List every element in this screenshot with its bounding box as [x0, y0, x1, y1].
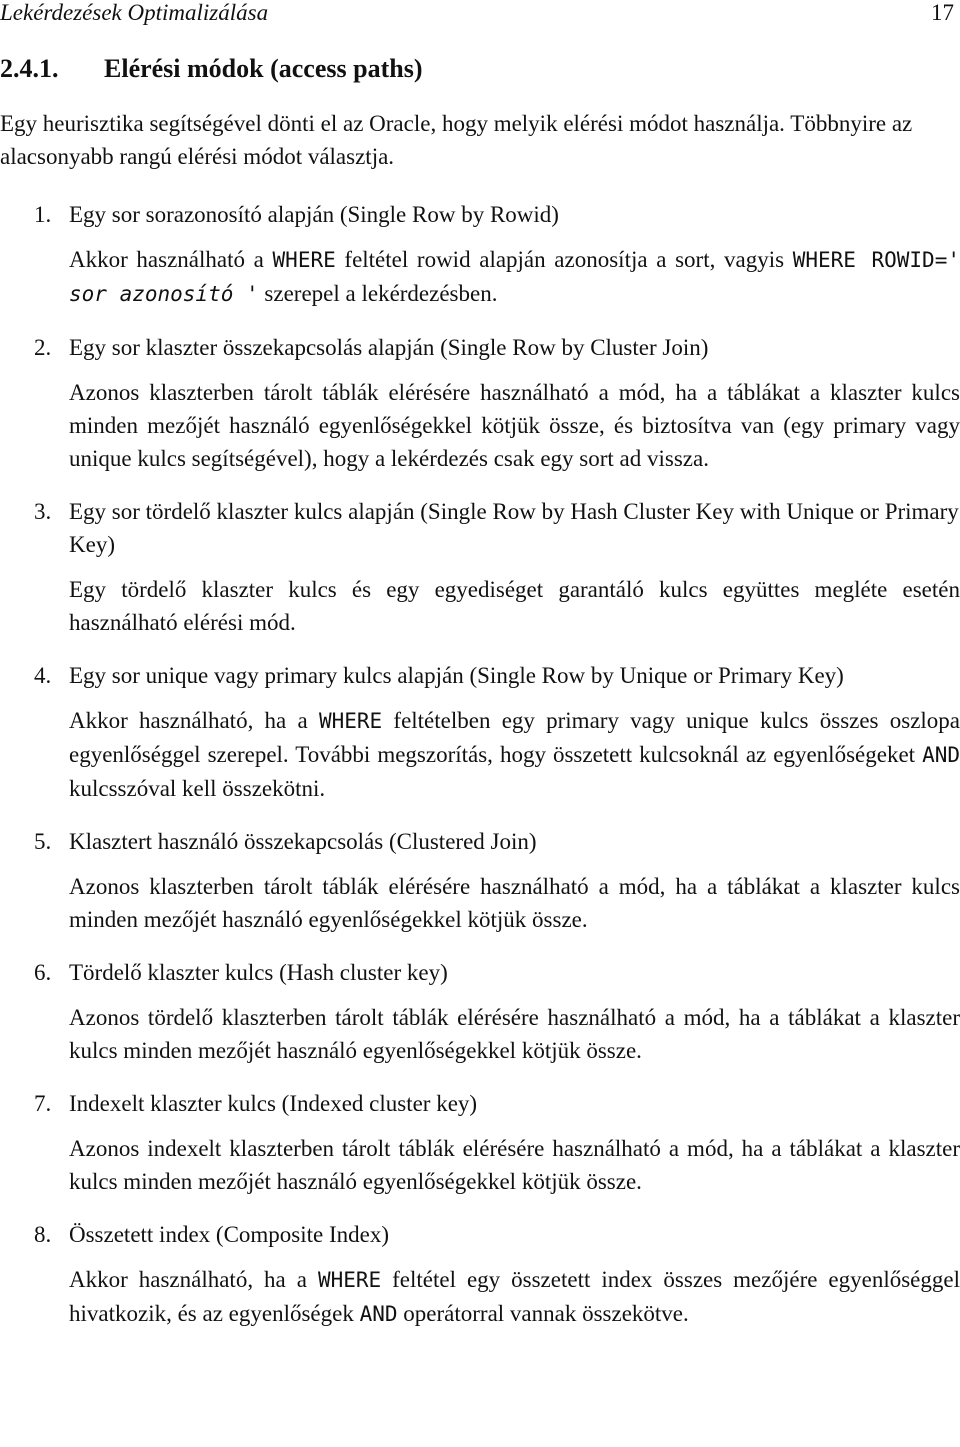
body-text: szerepel a lekérdezésben. — [258, 281, 498, 306]
page-number: 17 — [931, 0, 954, 25]
intro-paragraph: Egy heurisztika segítségével dönti el az Oracle, hogy melyik elérési módot használja. Többnyire az alacsonyabb rangú elérési módot választja. — [0, 111, 913, 169]
item-title: Tördelő klaszter kulcs (Hash cluster key) — [69, 960, 448, 985]
code-keyword: WHERE — [317, 1268, 382, 1292]
running-head-title: Lekérdezések Optimalizálása — [0, 0, 269, 25]
item-number: 8. — [34, 1222, 52, 1247]
body-text: Akkor használható, ha a — [69, 708, 319, 733]
item-title: Klasztert használó összekapcsolás (Clustered Join) — [69, 829, 537, 854]
item-body — [69, 1263, 960, 1331]
item-title: Indexelt klaszter kulcs (Indexed cluster key) — [69, 1091, 478, 1116]
code-keyword: AND — [922, 743, 960, 767]
code-keyword: WHERE — [318, 709, 383, 733]
list-item — [0, 1218, 960, 1331]
list-item — [0, 825, 960, 936]
item-body: Azonos tördelő klaszterben tárolt táblák elérésére használható a mód, ha a táblákat a klaszter kulcs minden mezőjét használó egyenlőségekkel kötjük össze. — [69, 1005, 960, 1063]
item-title: Összetett index (Composite Index) — [69, 1222, 390, 1247]
item-title: Egy sor tördelő klaszter kulcs alapján (Single Row by Hash Cluster Key with Unique or Primary Key) — [69, 499, 959, 557]
item-body: Azonos klaszterben tárolt táblák elérésére használható a mód, ha a táblákat a klaszter kulcs minden mezőjét használó egyenlőségekkel kötjük össze. — [69, 874, 960, 932]
item-body: Azonos indexelt klaszterben tárolt táblák elérésére használható a mód, ha a táblákat a klaszter kulcs minden mezőjét használó egyenlőségekkel kötjük össze. — [69, 1136, 960, 1194]
section-title: Elérési módok (access paths) — [104, 54, 423, 83]
body-text: feltétel egy összetett index összes mezőjére egyenlőséggel hivatkozik, és az egyenlőségek — [69, 1267, 960, 1326]
body-text: feltétel rowid alapján azonosítja a sort, vagyis — [335, 247, 793, 272]
body-text: Akkor használható a — [69, 247, 273, 272]
item-number: 2. — [34, 335, 52, 360]
access-path-list — [0, 198, 960, 1351]
item-body: Azonos klaszterben tárolt táblák elérésére használható a mód, ha a táblákat a klaszter kulcs minden mezőjét használó egyenlőségekkel kötjük össze, és biztosítva van (egy primary vagy unique kulcs segítségével), hogy a lekérdezés csak egy sort ad vissza. — [69, 380, 960, 471]
item-number: 5. — [34, 829, 52, 854]
list-item — [0, 956, 960, 1067]
item-body — [69, 704, 960, 805]
list-item — [0, 659, 960, 805]
item-number: 4. — [34, 663, 52, 688]
body-text: kulcsszóval kell összekötni. — [69, 776, 326, 801]
item-body — [69, 243, 960, 311]
running-head — [0, 0, 960, 28]
item-number: 3. — [34, 499, 52, 524]
list-item — [0, 198, 960, 311]
body-text: operátorral vannak összekötve. — [397, 1301, 689, 1326]
list-item — [0, 331, 960, 475]
item-title: Egy sor klaszter összekapcsolás alapján (Single Row by Cluster Join) — [69, 335, 709, 360]
body-text: Akkor használható, ha a — [69, 1267, 318, 1292]
code-keyword: WHERE ROWID=' — [792, 248, 960, 272]
code-placeholder: sor azonosító — [69, 282, 247, 306]
item-title: Egy sor sorazonosító alapján (Single Row by Rowid) — [69, 202, 559, 227]
code-keyword: AND — [359, 1302, 398, 1326]
item-body: Egy tördelő klaszter kulcs és egy egyediséget garantáló kulcs együttes megléte esetén használható elérési mód. — [69, 577, 960, 635]
section-number: 2.4.1. — [0, 54, 59, 83]
code-keyword: WHERE — [272, 248, 336, 272]
body-text: feltételben egy primary vagy unique kulcs összes oszlopa egyenlőséggel szerepel. További megszorítás, hogy összetett kulcsoknál az egyenlőségeket — [69, 708, 960, 767]
item-number: 7. — [34, 1091, 52, 1116]
section-heading — [0, 53, 422, 85]
code-keyword: ' — [246, 282, 259, 306]
item-number: 6. — [34, 960, 52, 985]
list-item — [0, 495, 960, 639]
item-title: Egy sor unique vagy primary kulcs alapján (Single Row by Unique or Primary Key) — [69, 663, 844, 688]
list-item — [0, 1087, 960, 1198]
item-number: 1. — [34, 202, 52, 227]
